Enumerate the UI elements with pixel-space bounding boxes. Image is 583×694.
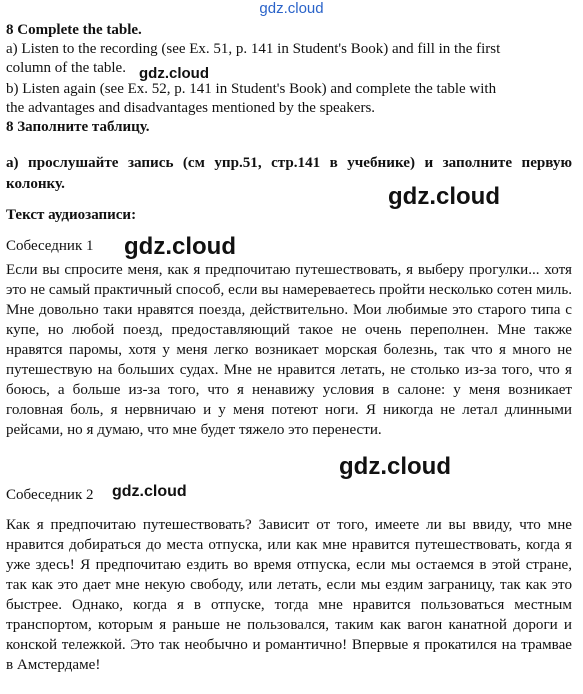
transcript-heading: Текст аудиозаписи: [6,207,137,223]
watermark: gdz.cloud [112,483,187,500]
speaker1-label: Собеседник 1 [6,238,94,254]
watermark-top: gdz.cloud [259,0,324,17]
watermark: gdz.cloud [124,233,236,260]
exercise-title-ru: 8 Заполните таблицу. [6,119,150,135]
task-b-line2-en: the advantages and disadvantages mentioned by the speakers. [6,100,376,116]
watermark: gdz.cloud [139,65,209,82]
task-a-line2-en: column of the table. [6,60,126,76]
task-a-ru: а) прослушайте запись (см упр.51, стр.141 в учебнике) и заполните первую колонку. [6,155,572,192]
task-b-line1-en: b) Listen again (see Ex. 52, p. 141 in Student's Book) and complete the table with [6,81,497,97]
speaker1-text: Если вы спросите меня, как я предпочитаю путешествовать, я выберу прогулки... хотя это не самый практичный способ, если вы намереваетесь пройти несколько сотен миль. Мне довольно таки нравятся поезда, действительно. Мои любимые это старого типа с купе, но любой поезд, предоставляющий такое не очень переполнен. Мне также нравятся паромы, хотя у меня легко возникает морская болезнь, так что я много не путешествую на больших судах. Мне не нравится летать, не столько из-за того, что я боюсь, а больше из-за того, что я ненавижу условия в салоне: у меня возникает головная боль, я нервничаю и у меня потеют ноги. Я никогда не летал длинными рейсами, но я думаю, что мне будет тяжело это перенести. [6,262,572,438]
watermark: gdz.cloud [388,183,500,210]
speaker2-text: Как я предпочитаю путешествовать? Зависит от того, имеете ли вы ввиду, что мне нравится добираться до места отпуска, или как мне нравится путешествовать, когда я уже здесь! Я предпочитаю ездить во время отпуска, если мы остаемся в этой стране, так как это дает мне некую свободу, или летать, если мы ездим заграницу, так как это быстрее. Однако, когда я в отпуске, тогда мне нравится пользоваться местным транспортом, которым я раньше не пользовался, таким как вагон канатной дороги и конской тележкой. Это так необычно и романтично! Впервые я прокатился на трамвае в Амстердаме! [6,517,572,673]
exercise-title-en: 8 Complete the table. [6,22,142,38]
watermark: gdz.cloud [339,453,451,480]
speaker2-label: Собеседник 2 [6,487,94,503]
task-a-line1-en: a) Listen to the recording (see Ex. 51, p. 141 in Student's Book) and fill in the first [6,41,501,57]
